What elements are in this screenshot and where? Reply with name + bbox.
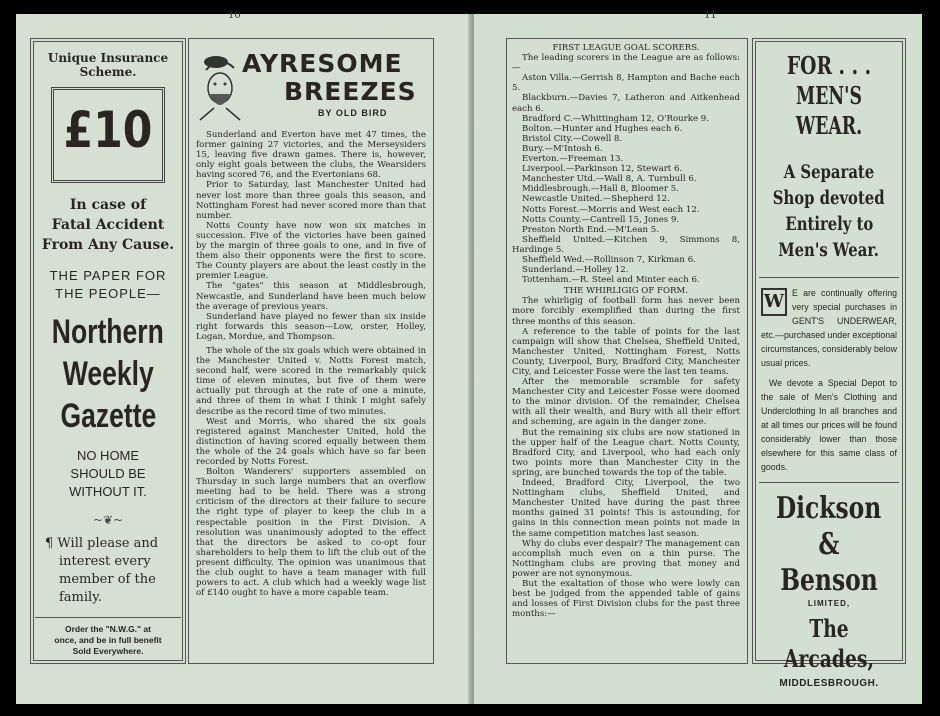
column-title-1: AYRESOME <box>242 49 403 78</box>
flourish-ornament: ~❦~ <box>92 513 124 527</box>
slogan-1: NO HOME <box>76 448 140 463</box>
goal-scorer-entry: Sheffield Wed.—Rollinson 7, Kirkman 6. <box>522 254 696 265</box>
paragraph-mark: ¶ <box>45 536 54 551</box>
whirligig-paragraph: Indeed, Bradford City, Liverpool, the two Nottingham clubs, Sheffield United, and Manchester United have during the past three months gained 31 points! This is astounding, for gains in this connection mean points not made in the same competition matches last season. <box>512 478 740 539</box>
old-bird-caricature <box>196 50 244 124</box>
please-line-4: family. <box>59 590 102 605</box>
goal-scorer-entry: Bolton.—Hunter and Hughes each 6. <box>522 123 683 134</box>
breezes-paragraph: West and Morris, who shared the six goals registered against Manchester United, hold the distinction of having scored equally between them the whole of the 24 goals which have so far been recorded by Notts Forest. <box>196 416 426 467</box>
ayresome-breezes-text <box>196 130 426 598</box>
ad-separate-1: A Separate <box>783 161 875 183</box>
amount-frame <box>51 87 165 183</box>
firm-name-1: Dickson <box>776 491 882 526</box>
breezes-paragraph: Prior to Saturday, last Manchester United had never lost more than three goals this season, and Nottingham Forest had never scored more than that number. <box>196 180 426 221</box>
breezes-paragraph: The "gates" this season at Middlesbrough, Newcastle, and Sunderland have been much below the average of previous years. <box>196 281 426 312</box>
goal-scorer-entry: Bradford C.—Whittingham 12, O'Rourke 9. <box>522 113 710 124</box>
goal-scorer-entry: Middlesbrough.—Hall 8, Bloomer 5. <box>522 184 679 195</box>
breezes-paragraph: Sunderland have played no fewer than six inside right forwards this season—Low, orster, Holley, Logan, Mordue, and Thompson. <box>196 311 426 342</box>
paper-name-2: Weekly <box>62 355 154 393</box>
ad-separate-4: Men's Wear. <box>778 239 880 261</box>
right-page-number: 11 <box>704 10 717 21</box>
goal-scorer-entry: Blackburn.—Davies 7, Latheron and Aitkenhead each 6. <box>512 93 740 114</box>
insurance-advert <box>30 38 186 664</box>
goal-scorer-entry: Bristol City.—Cowell 8. <box>522 133 623 144</box>
breezes-paragraph: The whole of the six goals which were obtained in the Manchester United v. Notts Forest match, second half, were scored in the remarkably quick time of eleven minutes, but five of them were actually put through at the rate of one a minute, and three of them in what I think I might safely describe as the record time of two minutes. <box>196 345 426 417</box>
slogan-3: WITHOUT IT. <box>69 484 147 499</box>
paper-name-1: Northern <box>52 313 164 351</box>
ad-body-1: E are continually offering very special purchases in GENT'S UNDERWEAR, etc.—purchased under exceptional circumstances, considerably below usual prices. <box>761 288 897 368</box>
firm-name-2: & Benson <box>780 527 878 598</box>
goal-scorer-entry: Manchester Utd.—Wall 8, A. Turnbull 6. <box>522 174 697 185</box>
whirligig-paragraph: But the exaltation of those who were lowly can best be judged from the appended table of gains and losses of First Division clubs for the past three months:— <box>512 578 740 620</box>
whirligig-heading: THE WHIRLIGIG OF FORM. <box>563 286 689 297</box>
goal-scorer-entry: Preston North End.—M'Lean 5. <box>522 224 659 235</box>
whirligig-paragraph: After the memorable scramble for safety Manchester City and Leicester Fosse were doomed to the minor division. Of the remainder, Chelsea with all their wealth, and Bury with all their effort and scheming, are again in the danger zone. <box>512 377 740 428</box>
ad-separate-2: Shop devoted <box>773 187 885 209</box>
goal-scorer-entry: Notts County.—Cantrell 15, Jones 9. <box>522 214 680 225</box>
goal-scorer-entry: Notts Forest.—Morris and West each 12. <box>522 204 700 215</box>
firm-limited: LIMITED, <box>807 599 851 608</box>
please-line-3: member of the <box>59 572 156 587</box>
goal-scorer-entry: Aston Villa.—Gerrish 8, Hampton and Bache each 5. <box>512 73 740 94</box>
address-line-2: MIDDLESBROUGH. <box>779 678 879 689</box>
slogan-2: SHOULD BE <box>70 466 146 481</box>
ad-line-1: FOR . . . <box>786 51 872 80</box>
insurance-line-3: From Any Cause. <box>41 237 175 253</box>
insurance-line-1: In case of <box>69 197 147 213</box>
ad-divider <box>759 482 899 483</box>
order-line-3: Sold Everywhere. <box>72 646 144 656</box>
whirligig-paragraph: But the remaining six clubs are now stationed in the upper half of the League chart. Notts County, Bradford City, and Liverpool, who had each only two points more than Manchester City in the spring, are bunched towards the top of the table. <box>512 427 740 478</box>
whirligig-paragraph: Why do clubs ever despair? The management can accomplish much even on a thin purse. The Nottingham clubs are proving that money and power are not synonymous. <box>512 538 740 579</box>
order-line-1: Order the "N.W.G." at <box>65 624 151 634</box>
breezes-paragraph: Notts County have now won six matches in succession. Five of the victories have been gained by the margin of three goals to one, and in five of them also their opponents were the first to score. The County players are about the least costly in the premier League. <box>196 220 426 282</box>
tagline-1: THE PAPER FOR <box>49 268 167 283</box>
goal-scorers-text <box>512 42 740 619</box>
goal-scorer-entry: Newcastle United.—Shepherd 12. <box>522 194 670 205</box>
ad-separate-3: Entirely to <box>785 213 873 235</box>
breezes-paragraph: Bolton Wanderers' supporters assembled on Thursday in such large numbers that an overflow meeting had to be held. There was a strong criticism of the directors at their failure to secure the right type of player to keep the club in a respectable position in the First Division. A resolution was unanimously adopted to the effect that the directors be asked to co-opt four shareholders to help them to lift the club out of the present difficulty. The opinion was unanimous that the club ought to have a team manager with full powers to act. A club which had a weekly wage list of £140 ought to have a more capable team. <box>196 467 426 599</box>
ad-line-2: MEN'S WEAR. <box>795 81 863 140</box>
ad-dropcap: W <box>761 288 787 316</box>
insurance-amount: £10 <box>63 101 153 159</box>
column-title-2: BREEZES <box>284 77 417 106</box>
tagline-2: THE PEOPLE— <box>55 286 161 301</box>
goal-scorer-entry: Tottenham.—R. Steel and Minter each 6. <box>522 275 700 286</box>
goal-scorers-heading: FIRST LEAGUE GOAL SCORERS. <box>552 43 700 53</box>
whirligig-paragraph: The whirligig of football form has never been more forcibly exemplified than during the first three months of this season. <box>512 296 740 327</box>
address-line-1: The Arcades, <box>784 614 874 673</box>
goal-scorers-list <box>512 73 740 285</box>
order-line-2: once, and be in full benefit <box>54 635 162 645</box>
goal-scorer-entry: Sheffield United.—Kitchen 9, Simmons 8, Hardinge 5. <box>512 234 740 255</box>
column-byline: BY OLD BIRD <box>318 108 388 118</box>
goal-scorer-entry: Bury.—M'Intosh 6. <box>522 143 603 154</box>
breezes-paragraph: Sunderland and Everton have met 47 times, the former gaining 27 victories, and the Merseysiders 15, leaving five drawn games. There is, however, only eight goals between the clubs, the Wearsiders having scored 76, and the Evertonians 68. <box>196 130 426 181</box>
goal-scorer-entry: Liverpool.—Parkinson 12, Stewart 6. <box>522 164 683 175</box>
ad-body <box>761 286 897 474</box>
goal-scorer-entry: Sunderland.—Holley 12. <box>522 265 629 276</box>
insurance-heading: Unique Insurance Scheme. <box>47 51 169 79</box>
ad-body-2: We devote a Special Depot to the sale of Men's Clothing and Underclothing In all branches and at all times our prices will be found considerably lower than those elsewhere for this same class of goods. <box>761 378 897 472</box>
please-line-2: interest every <box>59 554 151 569</box>
goal-scorers-intro: The leading scorers in the League are as follows:— <box>512 53 740 74</box>
mens-wear-advert <box>752 38 906 689</box>
whirligig-paragraph: A reference to the table of points for the last campaign will show that Chelsea, Sheffield United, Manchester United, Nottingham Forest, Notts County, Liverpool, Bury, Bradford City, Manchester City, and Leicester Fosse were the last ten teams. <box>512 326 740 377</box>
goal-scorer-entry: Everton.—Freeman 13. <box>522 154 624 165</box>
please-line-1: Will please and <box>57 536 159 551</box>
insurance-line-2: Fatal Accident <box>51 217 165 233</box>
paper-name-3: Gazette <box>60 397 156 435</box>
column-masthead <box>242 50 428 118</box>
ad-divider <box>759 277 899 278</box>
left-page-number: 10 <box>228 10 241 21</box>
